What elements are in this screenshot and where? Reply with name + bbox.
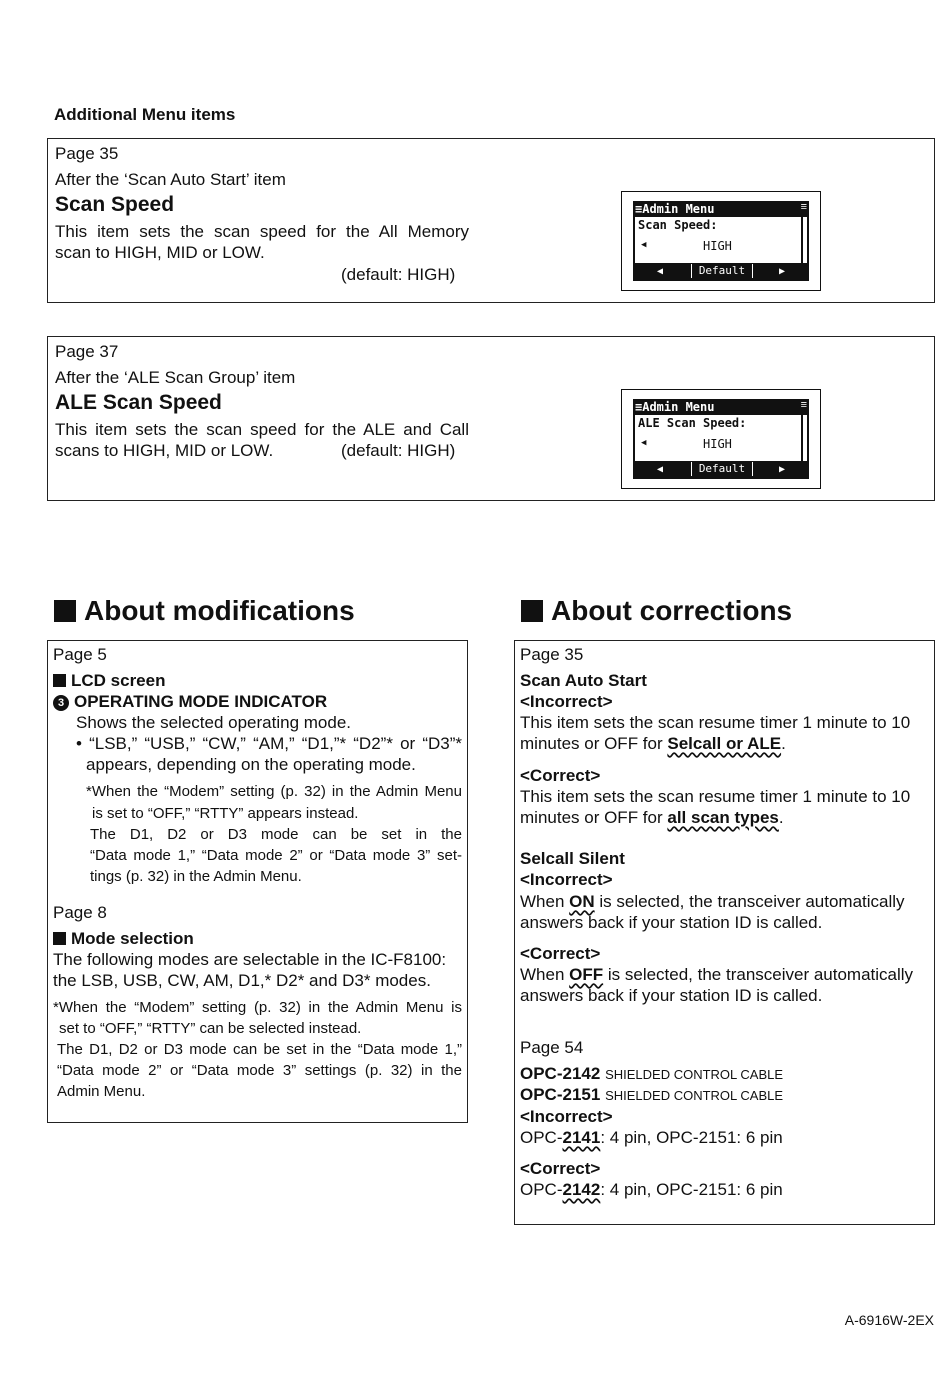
page-ref: Page 8 xyxy=(53,903,107,922)
mode-selection-heading: Mode selection xyxy=(53,928,194,949)
ale-scan-speed-box xyxy=(47,336,935,501)
correct-label: <Correct> xyxy=(520,1159,601,1178)
desc-line-2: scans to HIGH, MID or LOW. xyxy=(55,441,274,460)
lcd-display xyxy=(621,191,821,291)
modifications-box xyxy=(47,640,468,1123)
lcd-header: Admin Menu xyxy=(642,202,715,216)
opc-2151-line: OPC-2151 SHIELDED CONTROL CABLE xyxy=(520,1085,784,1104)
lcd-scrollbar xyxy=(802,415,807,461)
incorrect-label: <Incorrect> xyxy=(520,870,613,889)
corrections-title: About corrections xyxy=(521,595,792,627)
note-line: The D1, D2 or D3 mode can be set in the xyxy=(90,826,462,843)
bullet-line-1: • “LSB,” “USB,” “CW,” “AM,” “D1,”* “D2”* or “D3”* xyxy=(76,734,462,753)
ss-correct-line-2: answers back if your station ID is called. xyxy=(520,986,823,1005)
page-ref: Page 35 xyxy=(520,645,584,664)
incorrect-label: <Incorrect> xyxy=(520,692,613,711)
lcd-scrollbar xyxy=(802,217,807,263)
lcd-default-softkey: Default xyxy=(691,264,753,278)
scan-auto-start-heading: Scan Auto Start xyxy=(520,671,647,690)
menu-icon: ≡ xyxy=(635,202,643,216)
lcd-label: Scan Speed: xyxy=(638,218,718,232)
modifications-title: About modifications xyxy=(54,595,355,627)
default-note: (default: HIGH) xyxy=(341,265,456,284)
additional-menu-heading: Additional Menu items xyxy=(54,105,236,124)
desc-line-1: This item sets the scan speed for the All Memory xyxy=(55,222,469,241)
note-line: is set to “OFF,” “RTTY” appears instead. xyxy=(92,805,359,822)
incorrect-label: <Incorrect> xyxy=(520,1107,613,1126)
lcd-header: Admin Menu xyxy=(642,400,715,414)
lcd-display xyxy=(621,389,821,489)
lcd-default-softkey: Default xyxy=(691,462,753,476)
sas-incorrect-line-2: minutes or OFF for Selcall or ALE. xyxy=(520,734,786,753)
item-title: Scan Speed xyxy=(55,193,175,216)
right-arrow-icon: ▶ xyxy=(778,464,785,475)
default-note: (default: HIGH) xyxy=(341,441,456,460)
left-arrow-icon: ◀ xyxy=(657,464,664,475)
mode-note-line: set to “OFF,” “RTTY” can be selected instead. xyxy=(59,1020,362,1037)
op-mode-desc: Shows the selected operating mode. xyxy=(76,713,352,732)
square-bullet-icon xyxy=(54,600,76,622)
left-arrow-icon: ◀ xyxy=(641,240,647,250)
sas-correct-line-1: This item sets the scan resume timer 1 minute to 10 xyxy=(520,787,911,806)
ss-incorrect-line-2: answers back if your station ID is called. xyxy=(520,913,823,932)
item-title: ALE Scan Speed xyxy=(55,391,222,414)
mode-note-line: The D1, D2 or D3 mode can be set in the “Data mode 1,” xyxy=(57,1041,462,1058)
mode-note-line: Admin Menu. xyxy=(57,1083,146,1100)
correct-label: <Correct> xyxy=(520,766,601,785)
square-bullet-icon xyxy=(53,932,66,945)
square-bullet-icon xyxy=(53,674,66,687)
opc-correct-line: OPC-2142: 4 pin, OPC-2151: 6 pin xyxy=(520,1180,783,1199)
menu-icon: ≡ xyxy=(800,201,807,213)
page-ref: Page 35 xyxy=(55,144,119,163)
sas-incorrect-line-1: This item sets the scan resume timer 1 minute to 10 xyxy=(520,713,911,732)
mode-note-line: *When the “Modem” setting (p. 32) in the Admin Menu is xyxy=(53,999,462,1016)
note-line: tings (p. 32) in the Admin Menu. xyxy=(90,868,302,885)
correct-label: <Correct> xyxy=(520,944,601,963)
document-code: A-6916W-2EX xyxy=(844,1312,934,1328)
lcd-value: HIGH xyxy=(703,239,732,253)
mode-note-line: “Data mode 2” or “Data mode 3” settings (p. 32) in the xyxy=(57,1062,462,1079)
sas-correct-line-2: minutes or OFF for all scan types. xyxy=(520,808,784,827)
after-note: After the ‘Scan Auto Start’ item xyxy=(55,170,286,189)
ss-incorrect-line-1: When ON is selected, the transceiver automatically xyxy=(520,892,905,911)
note-line: “Data mode 1,” “Data mode 2” or “Data mode 3” set- xyxy=(90,847,462,864)
menu-icon: ≡ xyxy=(635,400,643,414)
right-arrow-icon: ▶ xyxy=(778,266,785,277)
bullet-line-2: appears, depending on the operating mode. xyxy=(86,755,416,774)
lcd-label: ALE Scan Speed: xyxy=(638,416,747,430)
left-arrow-icon: ◀ xyxy=(657,266,664,277)
mode-sel-line: the LSB, USB, CW, AM, D1,* D2* and D3* modes. xyxy=(53,971,431,990)
opc-2142-line: OPC-2142 SHIELDED CONTROL CABLE xyxy=(520,1064,784,1083)
page-ref: Page 5 xyxy=(53,645,107,664)
menu-icon: ≡ xyxy=(800,399,807,411)
lcd-value: HIGH xyxy=(703,437,732,451)
note-line: *When the “Modem” setting (p. 32) in the Admin Menu xyxy=(86,783,462,800)
ss-correct-line-1: When OFF is selected, the transceiver automatically xyxy=(520,965,914,984)
desc-line-2: scan to HIGH, MID or LOW. xyxy=(55,243,265,262)
lcd-screen-heading: LCD screen xyxy=(53,670,165,691)
left-arrow-icon: ◀ xyxy=(641,438,647,448)
scan-speed-box xyxy=(47,138,935,303)
opc-incorrect-line: OPC-2141: 4 pin, OPC-2151: 6 pin xyxy=(520,1128,783,1147)
circled-number-icon: 3 xyxy=(53,695,69,711)
page-ref: Page 37 xyxy=(55,342,119,361)
corrections-box xyxy=(514,640,935,1225)
mode-sel-line: The following modes are selectable in the IC-F8100: xyxy=(53,950,447,969)
page-ref: Page 54 xyxy=(520,1038,584,1057)
desc-line-1: This item sets the scan speed for the ALE and Call xyxy=(55,420,469,439)
op-mode-heading: 3 OPERATING MODE INDICATOR xyxy=(53,691,327,712)
square-bullet-icon xyxy=(521,600,543,622)
selcall-silent-heading: Selcall Silent xyxy=(520,849,625,868)
after-note: After the ‘ALE Scan Group’ item xyxy=(55,368,296,387)
